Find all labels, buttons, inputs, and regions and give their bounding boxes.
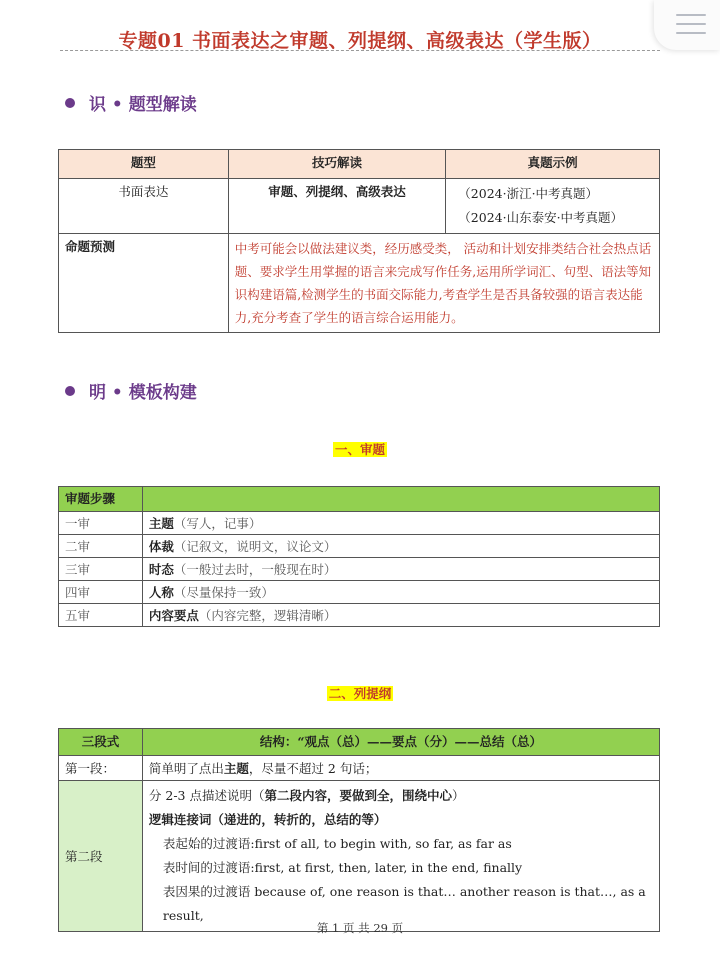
page-footer: 第 1 页 共 29 页 <box>316 921 404 935</box>
table-header: 技巧解读 <box>228 150 446 179</box>
title-divider <box>60 50 660 51</box>
section-heading-2: 明 • 模板构建 <box>65 378 197 403</box>
table-cell: （2024·浙江·中考真题） （2024·山东泰安·中考真题） <box>446 179 660 234</box>
outline-table <box>58 728 660 932</box>
table-row: 二审 体裁（记叙文，说明文，议论文） <box>59 535 660 558</box>
subheading-review: 一、审题 <box>334 442 385 457</box>
prediction-text: 中考可能会以做法建议类，经历感受类， 活动和计划安排类结合社会热点话题、要求学生用掌握的语言来完成写作任务,运用所学词汇、句型、语法等知识构建语篇,检测学生的书面交际能力,考查学生是否具备较强的语言表达能力,充分考查了学生的语言综合运用能力。 <box>228 234 659 333</box>
table-cell: 书面表达 <box>59 179 229 234</box>
table-header: 审题步骤 <box>59 487 143 512</box>
table-row: 一审 主题（写人，记事） <box>59 512 660 535</box>
page-title: 专题01 书面表达之审题、列提纲、高级表达（学生版） <box>118 30 602 52</box>
table-header: 三段式 <box>59 729 143 756</box>
section-heading-1: 识 • 题型解读 <box>65 90 197 115</box>
table-row: 第一段： 简单明了点出主题，尽量不超过 2 句话； <box>59 756 660 781</box>
menu-icon <box>676 14 706 16</box>
table-header: 题型 <box>59 150 229 179</box>
table-header: 结构：“观点（总）——要点（分）——总结（总） <box>142 729 659 756</box>
menu-icon <box>676 32 706 34</box>
bullet-icon <box>65 386 75 396</box>
table-header: 真题示例 <box>446 150 660 179</box>
menu-button[interactable] <box>654 0 720 50</box>
menu-icon <box>676 23 706 25</box>
table-row: 四审 人称（尽量保持一致） <box>59 581 660 604</box>
table-cell: 命题预测 <box>59 234 229 333</box>
subheading-outline: 二、列提纲 <box>328 686 392 701</box>
review-steps-table <box>58 486 660 627</box>
table-row: 第二段 分 2-3 点描述说明（第二段内容，要做到全，围绕中心） 逻辑连接词（递进的，转折的，总结的等） 表起始的过渡语:first of all, to begin with, so far, as far as 表时间的过渡语:first, at first, then, later, in the end, finally 表因果的过渡语 because of, one reason is that… another reason is that…, as a result, <box>59 781 660 932</box>
table-cell: 审题、列提纲、高级表达 <box>228 179 446 234</box>
bullet-icon <box>65 98 75 108</box>
table-header <box>142 487 659 512</box>
table-row: 三审 时态（一般过去时，一般现在时） <box>59 558 660 581</box>
table-row: 五审 内容要点（内容完整，逻辑清晰） <box>59 604 660 627</box>
question-type-table <box>58 149 660 333</box>
